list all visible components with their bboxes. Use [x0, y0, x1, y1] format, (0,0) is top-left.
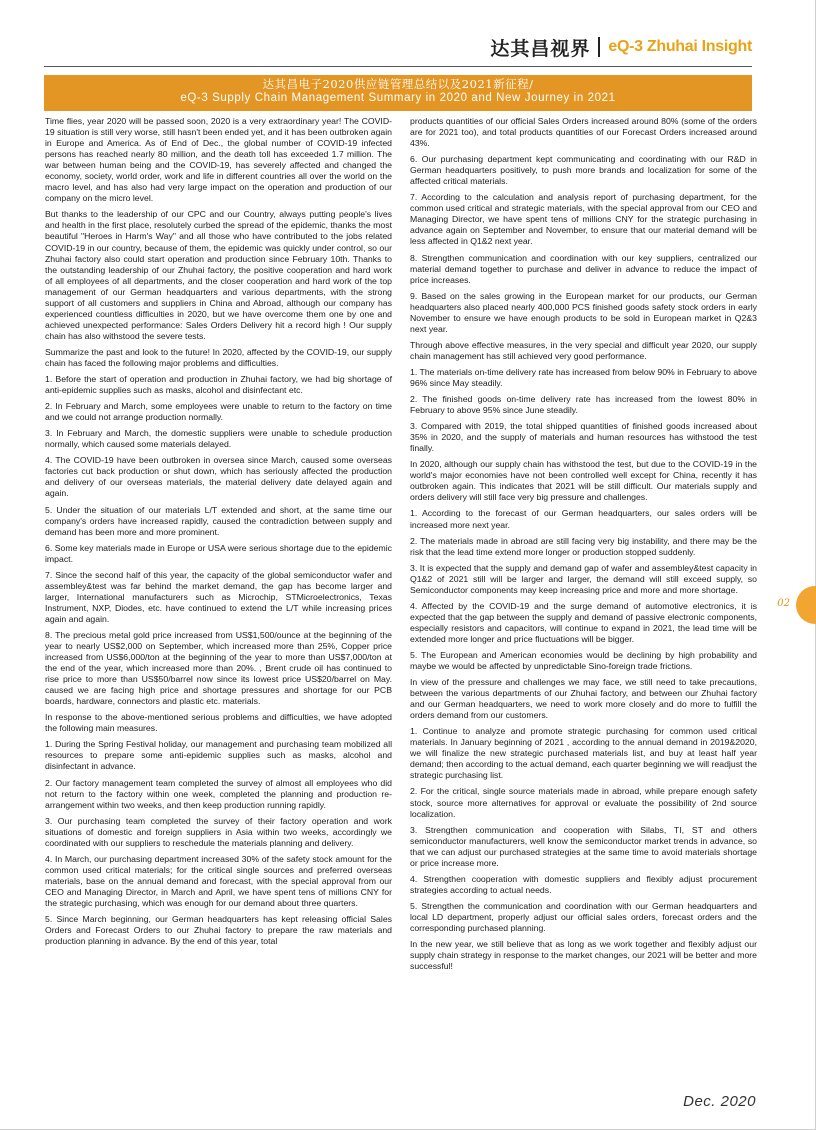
paragraph: 4. Affected by the COVID-19 and the surge demand of automotive electronics, it is expected that the gap between the supply and demand of passive electronic components, especially resistors and capacitors, will continue to expand in 2021, the lead time will be extended more longer and price fluctuations will be bigger. [410, 600, 757, 644]
article-title-cn: 达其昌电子2020供应链管理总结以及2021新征程/ [262, 77, 534, 91]
paragraph: 2. The finished goods on-time delivery rate has increased from the lowest 80% in February to above 95% since June steadily. [410, 394, 757, 416]
masthead-rule [44, 66, 752, 67]
page-tab-marker [796, 586, 816, 624]
paragraph: 1. Before the start of operation and production in Zhuhai factory, we had big shortage of anti-epidemic supplies such as masks, alcohol and disinfectant etc. [45, 374, 392, 396]
paragraph: 7. Since the second half of this year, the capacity of the global semiconductor wafer and assembley&test was far behind the market demand, the gap has become larger and larger, International manufacturers such as Microchip, STMicroelectronics, Texas Instrument, NXP, Diodes, etc. have continued to extend the L/T while increasing prices again and again. [45, 569, 392, 624]
paragraph: 3. Compared with 2019, the total shipped quantities of finished goods increased about 35% in 2020, and the supply of materials and human resources has withstood the test finally. [410, 421, 757, 454]
paragraph: Summarize the past and look to the future! In 2020, affected by the COVID-19, our supply chain has faced the following major problems and difficulties. [45, 346, 392, 368]
article-column-left [45, 116, 392, 952]
paragraph: 8. Strengthen communication and coordination with our key suppliers, centralized our material demand together to purchase and deliver in advance to reduce the impact of price increases. [410, 252, 757, 285]
article-title-en: eQ-3 Supply Chain Management Summary in 2020 and New Journey in 2021 [180, 92, 616, 104]
masthead-separator [598, 37, 600, 57]
paragraph: products quantities of our official Sales Orders increased around 80% (some of the orders are for 2021 too), and total products quantities of our Forecast Orders increased around 43%. [410, 116, 757, 149]
paragraph: 5. Under the situation of our materials L/T extended and short, at the same time our company's orders have increased rapidly, caused the contradiction between supply and demand has been more and more prominent. [45, 504, 392, 537]
footer-date: Dec. 2020 [683, 1093, 756, 1110]
paragraph: 4. The COVID-19 have been outbroken in oversea since March, caused some overseas factories cut back production or shut down, which has seriously affected the production and delivery of our overseas materials, the material delivery date delayed again and again. [45, 455, 392, 499]
article-column-right [410, 116, 757, 977]
paragraph: 9. Based on the sales growing in the European market for our products, our German headquarters also placed nearly 400,000 PCS finished goods safety stock orders in early November to ensure we have enough products to be sold in European market in Q2&3 next year. [410, 290, 757, 334]
masthead-brand-cn: 达其昌视界 [490, 37, 591, 60]
paragraph: Through above effective measures, in the very special and difficult year 2020, our supply chain management has still achieved very good performance. [410, 339, 757, 361]
paragraph: 1. During the Spring Festival holiday, our management and purchasing team mobilized all resources to prepare some anti-epidemic supplies such as masks, alcohol and disinfectant in advance. [45, 739, 392, 772]
paragraph: 2. Our factory management team completed the survey of almost all employees who did not return to the factory within one week, completed the planning and production re-arrangement within two weeks, and then keep production running rapidly. [45, 777, 392, 810]
paragraph: 2. In February and March, some employees were unable to return to the factory on time and we could not arrange production normally. [45, 401, 392, 423]
page-number: 02 [777, 598, 790, 609]
paragraph: 1. The materials on-time delivery rate has increased from below 90% in February to above 96% since May steadily. [410, 366, 757, 388]
paragraph: 2. For the critical, single source materials made in abroad, while prepare enough safety stock, source more alternatives for approval or evaluate the possibility of 2nd source localization. [410, 786, 757, 819]
paragraph: 8. The precious metal gold price increased from US$1,500/ounce at the beginning of the year to nearly US$2,000 on September, which increased more than 25%, Copper price increased from US$6,000/ton at the beginning of the year to more than US$7,000/ton at the end of the year, which increased more than 20%. , Brent crude oil has continued to rise price to more than US$50/barrel now since its lowest price US$20/barrel on May. caused we are facing high price and shortage pressures and shortage for our PCB boards, hardware, connectors and plastic etc. materials. [45, 629, 392, 707]
paragraph: 3. Strengthen communication and cooperation with Silabs, TI, ST and others semiconductor manufacturers, well know the semiconductor market trends in advance, so that we can adjust our purchased strategies at the same time to avoid materials shortage or price increase more. [410, 824, 757, 868]
paragraph: 6. Our purchasing department kept communicating and coordinating with our R&D in German headquarters positively, to push more brands and localization for some of the affected critical materials. [410, 154, 757, 187]
paragraph: 3. Our purchasing team completed the survey of their factory operation and work situations of domestic and foreign suppliers in Asia within two weeks, accordingly we coordinated with our suppliers to reschedule the materials planning and delivery. [45, 815, 392, 848]
paragraph: 5. Strengthen the communication and coordination with our German headquarters and local LD department, properly adjust our official sales orders, forecast orders and the corresponding purchased planning. [410, 900, 757, 933]
paragraph: In response to the above-mentioned serious problems and difficulties, we have adopted the following main measures. [45, 712, 392, 734]
paragraph: 1. According to the forecast of our German headquarters, our sales orders will be increased more next year. [410, 508, 757, 530]
paragraph: 6. Some key materials made in Europe or USA were serious shortage due to the epidemic impact. [45, 542, 392, 564]
paragraph: 3. It is expected that the supply and demand gap of wafer and assembley&test capacity in Q1&2 of 2021 still will be larger and larger, the demand will still exceed supply, so Semiconductor components may keep increasing price and more and more shortage. [410, 562, 757, 595]
paragraph: But thanks to the leadership of our CPC and our Country, always putting people's lives and health in the first place, resolutely curbed the spread of the epidemic, thanks the most beautiful "Heroes in Harm's Way" and all those who have contributed to the jobs related COVID-19 in our country, because of them, the epidemic was quickly under control, so our Zhuhai factory also could start operation and production since February 10th. Thanks to the outstanding leadership of our Zhuhai factory, the positive cooperation and hard work of all employees of all departments, and the closer cooperation and hard work of the top management of our German headquarters and various departments, with the strong support of all customers and suppliers in China and Abroad, although our company has experienced countless difficulties in 2020, but we have overcome them one by one and achieved unexpected performance: Sales Orders Delivery hit a record high ! Our supply chain has also withstood the severe tests. [45, 209, 392, 341]
paragraph: 5. The European and American economies would be declining by high probability and maybe we would be affected by unpredictable Sino-foreign trade frictions. [410, 649, 757, 672]
paragraph: In 2020, although our supply chain has withstood the test, but due to the COVID-19 in the world's major economies have not been controlled well except for China, recently it has outbroken again. This indicates that 2021 will be still difficult. Our materials supply and orders delivery will still face very big pressure and challenges. [410, 459, 757, 503]
paragraph: 5. Since March beginning, our German headquarters has kept releasing official Sales Orders and Forecast Orders to our Zhuhai factory to prepare the raw materials and production planning in advance. By the end of this year, total [45, 914, 392, 947]
paragraph: 4. In March, our purchasing department increased 30% of the safety stock amount for the common used critical materials; for the critical single sources and preferred overseas materials, base on the annual demand and forecast, with the special approval from our CEO and Managing Director, in March and April, we have spent tens of millions CNY for the strategic purchasing, which was enough for our demand about three quarters. [45, 853, 392, 908]
paragraph: Time flies, year 2020 will be passed soon, 2020 is a very extraordinary year! The COVID-19 situation is still very worse, still hasn't been ended yet, and it has been outbroken again in Europe and America. As of End of Dec., the global number of COVID-19 infected persons has reached nearly 80 million, and the death toll has exceeded 1.7 million. The war between human being and the COVID-19, has severely affected and changed the economy, society, world order, work and life in different countries all over the world on the macro level, and has also had very large impact on the operation and production of our company on the micro level. [45, 116, 392, 204]
paragraph: 4. Strengthen cooperation with domestic suppliers and flexibly adjust procurement strategies according to actual needs. [410, 873, 757, 895]
paragraph: 7. According to the calculation and analysis report of purchasing department, for the common used critical and strategic materials, with the special approval from our CEO and Managing Director, we have spent tens of millions CNY for the strategic purchasing in advance again on September and November, to ensure that our material demand will be less affected in Q1&2 next year. [410, 192, 757, 247]
paragraph: In the new year, we still believe that as long as we work together and flexibly adjust our supply chain strategy in response to the market changes, our 2021 will be better and more successful! [410, 939, 757, 972]
paragraph: 2. The materials made in abroad are still facing very big instability, and there may be the risk that the lead time extend more longer or production stopped suddenly. [410, 535, 757, 557]
paragraph: 3. In February and March, the domestic suppliers were unable to schedule production normally, which caused some materials delayed. [45, 428, 392, 450]
masthead [490, 34, 752, 60]
paragraph: 1. Continue to analyze and promote strategic purchasing for common used critical materials. In January beginning of 2021 , according to the annual demand in 2019&2020, we will finalize the new strategic purchased materials list, and buy at least half year demand; then according to the actual demand, each quarter beginning we will readjust the strategic purchasing list. [410, 726, 757, 781]
article-title-band [44, 75, 752, 111]
paragraph: In view of the pressure and challenges we may face, we still need to take precautions, between the various departments of our Zhuhai factory, and between our Zhuhai factory and our German headquarters, we need to work more closely and do more to fulfill the orders demand from our customers. [410, 677, 757, 721]
masthead-brand-en: eQ-3 Zhuhai Insight [608, 38, 752, 55]
